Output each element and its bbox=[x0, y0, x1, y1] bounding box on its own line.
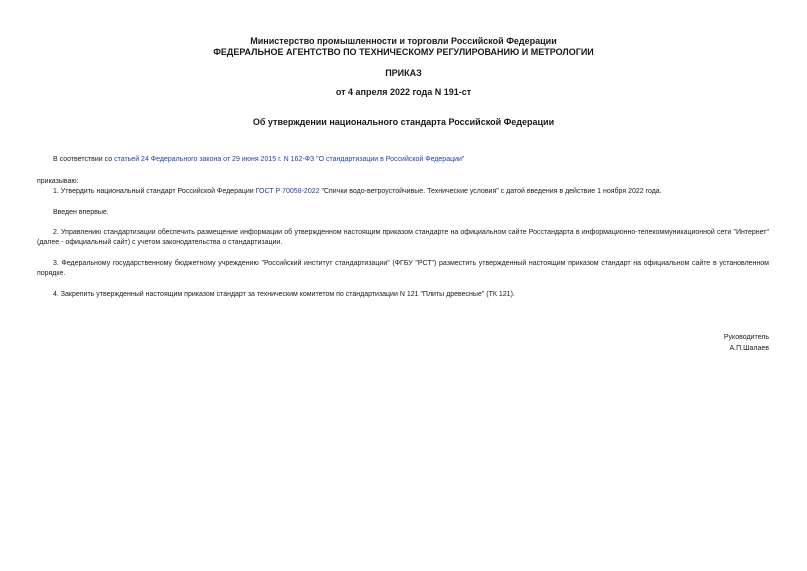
introduced-first-note: Введен впервые. bbox=[53, 209, 109, 216]
document-subject: Об утверждении национального стандарта Российской Федерации bbox=[252, 117, 555, 127]
item-2-paragraph: 2. Управлению стандартизации обеспечить размещение информации об утвержденном настоящим приказом стандарте на официальном сайте Росстандарта в информационно-телекоммуникационной сети "Интернет" (далее - официальный сайт) с учетом законодательства о стандартизации. bbox=[37, 229, 769, 246]
gost-standard-link[interactable]: ГОСТ Р 70058-2022 bbox=[255, 188, 320, 195]
item-1-paragraph bbox=[53, 187, 773, 197]
item-4-paragraph: 4. Закрепить утвержденный настоящим приказом стандарт за техническим комитетом по стандартизации N 121 "Плиты древесные" (ТК 121). bbox=[53, 291, 515, 298]
signatory-title: Руководитель bbox=[723, 334, 769, 341]
agency-heading: ФЕДЕРАЛЬНОЕ АГЕНТСТВО ПО ТЕХНИЧЕСКОМУ РЕГУЛИРОВАНИЮ И МЕТРОЛОГИИ bbox=[213, 47, 594, 57]
intro-prefix: В соответствии со bbox=[53, 156, 115, 163]
ministry-heading: Министерство промышленности и торговли Российской Федерации bbox=[250, 36, 557, 46]
signatory-name: А.П.Шалаев bbox=[729, 345, 769, 352]
document-type: ПРИКАЗ bbox=[385, 68, 422, 78]
intro-paragraph bbox=[53, 155, 773, 165]
document-date-number: от 4 апреля 2022 года N 191-ст bbox=[335, 87, 472, 97]
federal-law-link[interactable]: статьей 24 Федерального закона от 29 июня 2015 г. N 162-ФЗ "О стандартизации в Российской Федерации" bbox=[114, 156, 465, 163]
item-1-prefix: 1. Утвердить национальный стандарт Российской Федерации bbox=[53, 188, 256, 195]
item-3-paragraph: 3. Федеральному государственному бюджетному учреждению "Российский институт стандартизации" (ФГБУ "РСТ") разместить утвержденный настоящим приказом стандарт на официальном сайте в установленном порядке. bbox=[37, 260, 769, 277]
order-word: приказываю: bbox=[37, 178, 79, 185]
item-1-suffix: "Спички водо-ветроустойчивые. Технические условия" с датой введения в действие 1 ноября 2022 года. bbox=[319, 188, 662, 195]
